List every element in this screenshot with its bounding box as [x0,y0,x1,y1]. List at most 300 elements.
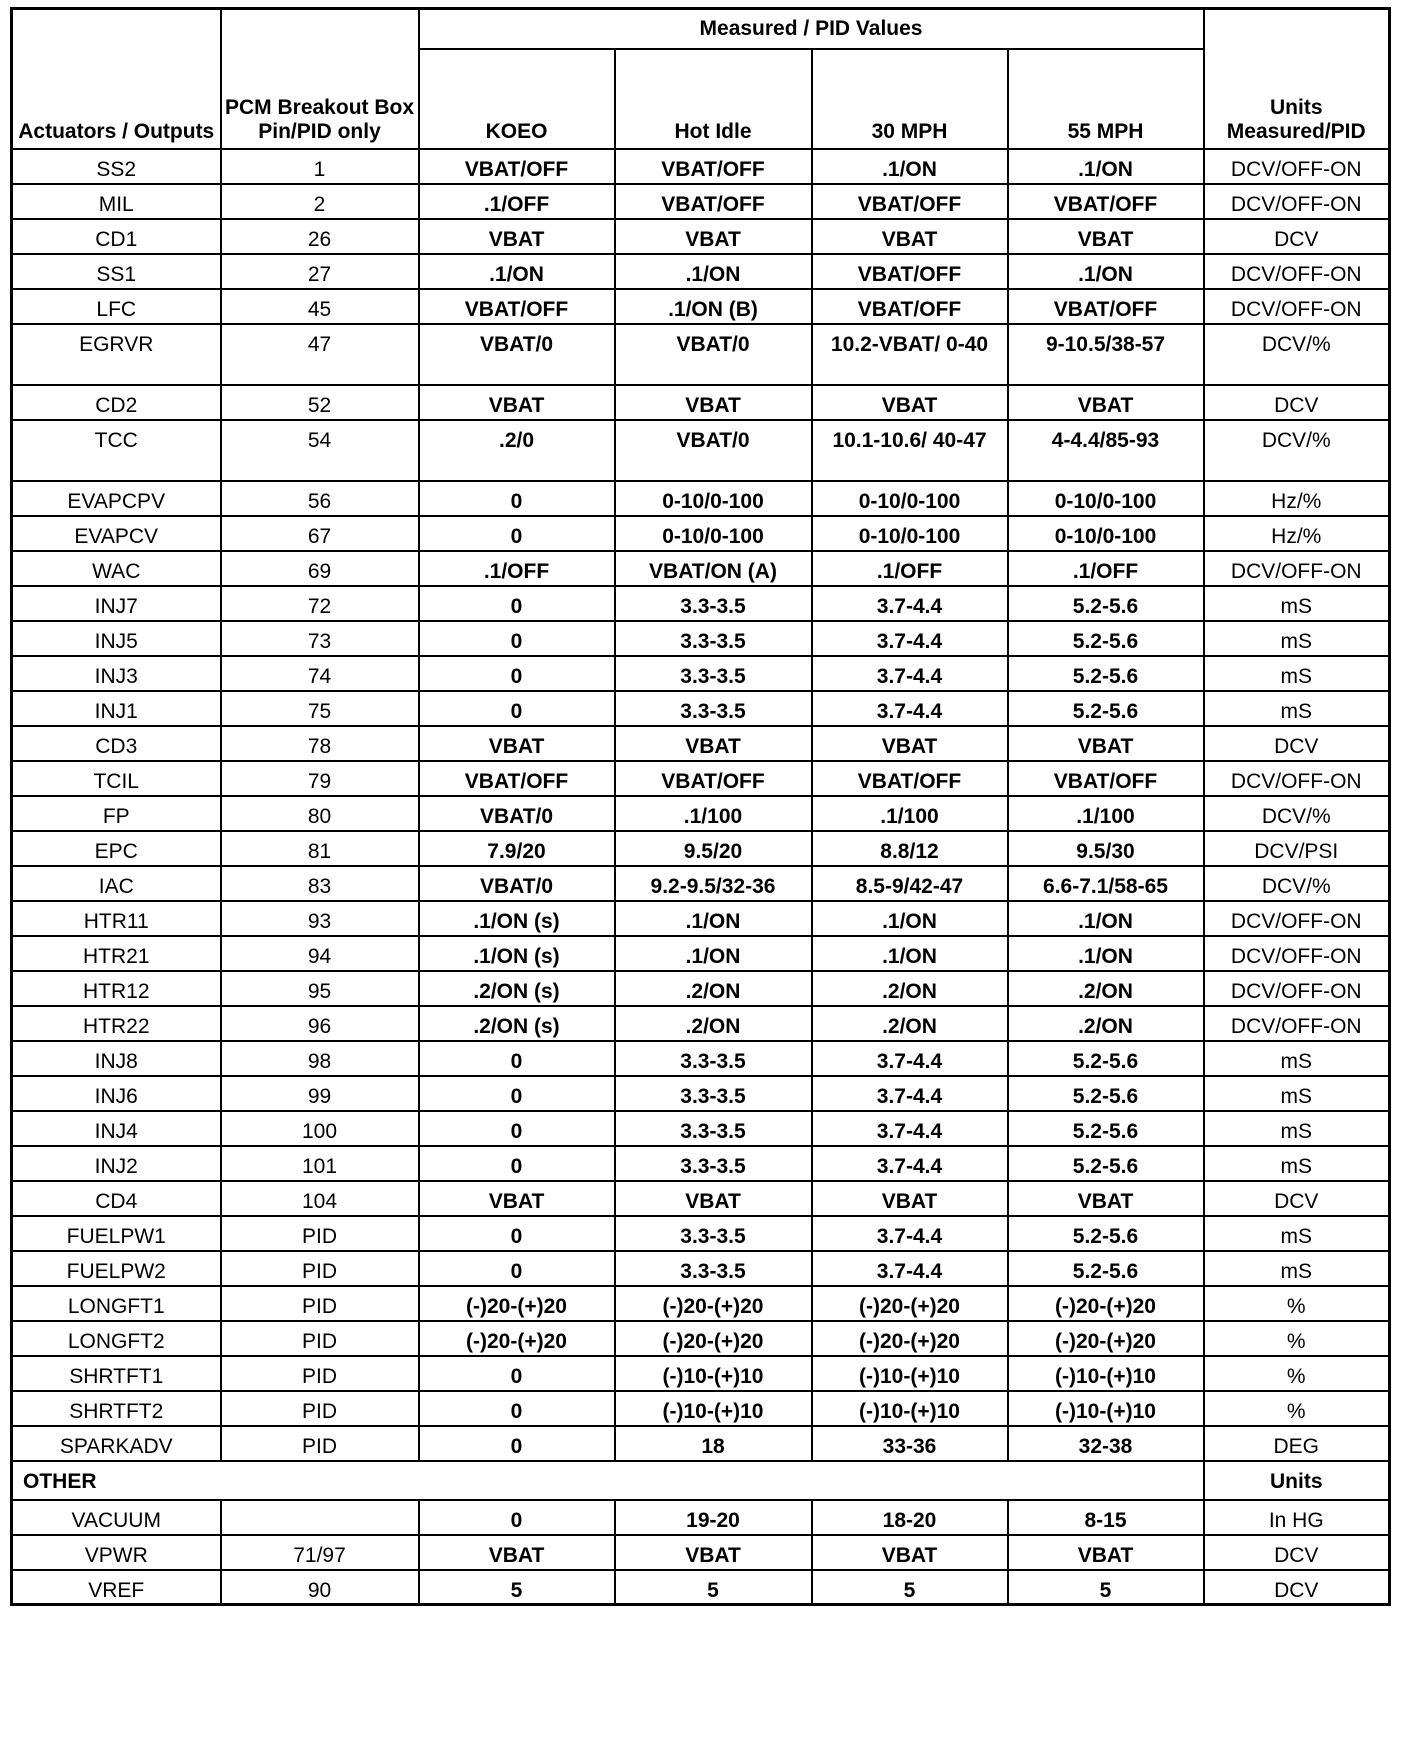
pin-cell: PID [221,1286,419,1321]
mph55-value: 5.2-5.6 [1008,1251,1204,1286]
pin-cell: 67 [221,516,419,551]
mph55-value: (-)10-(+)10 [1008,1391,1204,1426]
units-value: DCV/OFF-ON [1204,901,1390,936]
hot-idle-value: 18 [615,1426,812,1461]
table-row [12,586,1390,621]
actuator-name: CD3 [12,726,221,761]
units-value: DCV/OFF-ON [1204,936,1390,971]
mph30-value: 8.5-9/42-47 [812,866,1008,901]
table-row [12,656,1390,691]
koeo-value: VBAT/0 [419,796,615,831]
mph55-value: 0-10/0-100 [1008,481,1204,516]
units-value: Hz/% [1204,481,1390,516]
hot-idle-value: 3.3-3.5 [615,1251,812,1286]
mph30-value: 3.7-4.4 [812,1216,1008,1251]
actuator-name: FUELPW2 [12,1251,221,1286]
mph30-value: 3.7-4.4 [812,621,1008,656]
mph30-value: 3.7-4.4 [812,691,1008,726]
mph55-value: .1/100 [1008,796,1204,831]
header-55-mph: 55 MPH [1008,49,1204,149]
units-value: DCV [1204,1535,1390,1570]
units-value: DCV/OFF-ON [1204,149,1390,184]
mph30-value: VBAT [812,726,1008,761]
pin-cell: 101 [221,1146,419,1181]
koeo-value: 0 [419,1391,615,1426]
units-value: mS [1204,691,1390,726]
table-row [12,1146,1390,1181]
table-row [12,1076,1390,1111]
pin-cell: PID [221,1216,419,1251]
pin-cell: 74 [221,656,419,691]
actuator-name: INJ4 [12,1111,221,1146]
koeo-value: .1/OFF [419,551,615,586]
hot-idle-value: VBAT [615,385,812,420]
mph30-value: VBAT [812,385,1008,420]
mph55-value: .2/ON [1008,1006,1204,1041]
pin-cell: 80 [221,796,419,831]
table-row [12,761,1390,796]
pin-cell: 75 [221,691,419,726]
actuator-name: INJ3 [12,656,221,691]
units-value: DCV [1204,385,1390,420]
koeo-value: (-)20-(+)20 [419,1286,615,1321]
mph55-value: VBAT [1008,385,1204,420]
mph30-value: 33-36 [812,1426,1008,1461]
mph30-value: .1/100 [812,796,1008,831]
koeo-value: 0 [419,481,615,516]
koeo-value: VBAT/0 [419,324,615,385]
table-row [12,385,1390,420]
header-measured-pid-values: Measured / PID Values [419,9,1204,49]
mph30-value: VBAT/OFF [812,761,1008,796]
mph55-value: 5.2-5.6 [1008,1216,1204,1251]
units-value: mS [1204,1146,1390,1181]
units-value: mS [1204,1251,1390,1286]
units-value: mS [1204,1076,1390,1111]
mph55-value: (-)20-(+)20 [1008,1286,1204,1321]
mph30-value: (-)20-(+)20 [812,1321,1008,1356]
units-value: Hz/% [1204,516,1390,551]
units-value: mS [1204,656,1390,691]
actuator-name: EPC [12,831,221,866]
actuator-name: INJ7 [12,586,221,621]
units-value: DCV/PSI [1204,831,1390,866]
actuator-name: LONGFT2 [12,1321,221,1356]
actuator-name: VPWR [12,1535,221,1570]
mph55-value: 32-38 [1008,1426,1204,1461]
pin-cell: 26 [221,219,419,254]
mph55-value: 5.2-5.6 [1008,691,1204,726]
header-hot-idle: Hot Idle [615,49,812,149]
units-value: DCV/OFF-ON [1204,1006,1390,1041]
hot-idle-value: 3.3-3.5 [615,1111,812,1146]
pin-cell: 94 [221,936,419,971]
pin-cell: PID [221,1321,419,1356]
hot-idle-value: 19-20 [615,1500,812,1535]
pin-cell: PID [221,1251,419,1286]
hot-idle-value: VBAT/0 [615,324,812,385]
table-row [12,796,1390,831]
mph55-value: 5.2-5.6 [1008,586,1204,621]
pin-cell: 73 [221,621,419,656]
mph30-value: .1/ON [812,936,1008,971]
mph55-value: 5.2-5.6 [1008,1111,1204,1146]
koeo-value: 0 [419,1076,615,1111]
koeo-value: VBAT [419,1535,615,1570]
hot-idle-value: (-)10-(+)10 [615,1356,812,1391]
table-row [12,901,1390,936]
mph30-value: VBAT/OFF [812,184,1008,219]
units-value: % [1204,1321,1390,1356]
units-value: mS [1204,621,1390,656]
hot-idle-value: 3.3-3.5 [615,691,812,726]
mph30-value: 3.7-4.4 [812,1251,1008,1286]
units-value: mS [1204,1111,1390,1146]
koeo-value: VBAT/OFF [419,761,615,796]
mph30-value: 10.1-10.6/ 40-47 [812,420,1008,481]
other-units-header: Units [1204,1461,1390,1500]
koeo-value: 0 [419,516,615,551]
actuator-name: HTR21 [12,936,221,971]
mph55-value: 5.2-5.6 [1008,1146,1204,1181]
actuator-name: HTR11 [12,901,221,936]
units-value: DCV [1204,1181,1390,1216]
mph55-value: 5.2-5.6 [1008,1041,1204,1076]
table-row [12,1321,1390,1356]
hot-idle-value: (-)20-(+)20 [615,1321,812,1356]
mph30-value: 0-10/0-100 [812,516,1008,551]
units-value: % [1204,1286,1390,1321]
koeo-value: 0 [419,691,615,726]
table-header [12,9,1390,149]
pin-cell: 1 [221,149,419,184]
mph55-value: VBAT [1008,726,1204,761]
units-value: DCV [1204,219,1390,254]
mph30-value: VBAT/OFF [812,254,1008,289]
koeo-value: 0 [419,1500,615,1535]
header-actuators: Actuators / Outputs [12,9,221,149]
mph55-value: 5.2-5.6 [1008,656,1204,691]
hot-idle-value: 3.3-3.5 [615,1041,812,1076]
hot-idle-value: 3.3-3.5 [615,1076,812,1111]
mph55-value: 5.2-5.6 [1008,1076,1204,1111]
hot-idle-value: 5 [615,1570,812,1605]
pin-cell: 52 [221,385,419,420]
actuator-name: EGRVR [12,324,221,385]
table-row [12,1570,1390,1605]
mph30-value: (-)10-(+)10 [812,1391,1008,1426]
table-row [12,254,1390,289]
table-row [12,936,1390,971]
actuator-name: VREF [12,1570,221,1605]
table-row [12,1500,1390,1535]
units-value: DCV/% [1204,796,1390,831]
actuator-name: FUELPW1 [12,1216,221,1251]
mph30-value: .1/ON [812,901,1008,936]
mph30-value: 10.2-VBAT/ 0-40 [812,324,1008,385]
units-value: DCV [1204,726,1390,761]
hot-idle-value: .2/ON [615,971,812,1006]
actuator-name: TCC [12,420,221,481]
table-row [12,691,1390,726]
mph30-value: VBAT [812,1181,1008,1216]
koeo-value: 0 [419,1251,615,1286]
mph55-value: VBAT/OFF [1008,761,1204,796]
mph55-value: 0-10/0-100 [1008,516,1204,551]
mph30-value: 3.7-4.4 [812,1076,1008,1111]
mph55-value: VBAT/OFF [1008,289,1204,324]
actuator-name: CD1 [12,219,221,254]
table-row [12,551,1390,586]
hot-idle-value: .1/ON [615,254,812,289]
mph55-value: VBAT [1008,1181,1204,1216]
mph55-value: VBAT [1008,1535,1204,1570]
units-value: DCV/OFF-ON [1204,184,1390,219]
koeo-value: VBAT/0 [419,866,615,901]
units-value: DCV/OFF-ON [1204,289,1390,324]
units-value: DCV/OFF-ON [1204,254,1390,289]
pin-cell: 83 [221,866,419,901]
mph55-value: 6.6-7.1/58-65 [1008,866,1204,901]
table-body [12,149,1390,1461]
table-row [12,516,1390,551]
koeo-value: 0 [419,1356,615,1391]
table-row [12,971,1390,1006]
pin-cell: 78 [221,726,419,761]
mph30-value: 3.7-4.4 [812,1041,1008,1076]
other-rows [12,1500,1390,1605]
table-row [12,621,1390,656]
other-section [12,1461,1390,1500]
table-row [12,831,1390,866]
table-row [12,1251,1390,1286]
hot-idle-value: (-)20-(+)20 [615,1286,812,1321]
actuator-name: INJ2 [12,1146,221,1181]
actuator-name: CD2 [12,385,221,420]
table-row [12,1286,1390,1321]
actuator-name: HTR12 [12,971,221,1006]
pin-cell: 96 [221,1006,419,1041]
hot-idle-value: VBAT [615,1535,812,1570]
mph55-value: .1/ON [1008,901,1204,936]
koeo-value: 0 [419,586,615,621]
pin-cell: 99 [221,1076,419,1111]
actuator-name: EVAPCPV [12,481,221,516]
units-value: DCV/% [1204,420,1390,481]
mph55-value: (-)10-(+)10 [1008,1356,1204,1391]
table-row [12,1216,1390,1251]
koeo-value: VBAT [419,726,615,761]
actuator-name: SS2 [12,149,221,184]
mph55-value: .1/ON [1008,149,1204,184]
hot-idle-value: .1/ON [615,901,812,936]
header-units: Units Measured/PID [1204,9,1390,149]
koeo-value: 0 [419,656,615,691]
pin-cell: 56 [221,481,419,516]
pin-cell: 69 [221,551,419,586]
hot-idle-value: 0-10/0-100 [615,516,812,551]
units-value: DCV/OFF-ON [1204,761,1390,796]
pin-cell: 104 [221,1181,419,1216]
units-value: DCV/OFF-ON [1204,971,1390,1006]
mph30-value: 3.7-4.4 [812,1111,1008,1146]
actuator-name: VACUUM [12,1500,221,1535]
units-value: In HG [1204,1500,1390,1535]
actuator-name: SHRTFT2 [12,1391,221,1426]
table-row [12,1426,1390,1461]
mph55-value: 5.2-5.6 [1008,621,1204,656]
hot-idle-value: VBAT/OFF [615,184,812,219]
table-row [12,219,1390,254]
actuator-name: INJ5 [12,621,221,656]
koeo-value: 5 [419,1570,615,1605]
table-row [12,866,1390,901]
table-row [12,324,1390,385]
hot-idle-value: VBAT/OFF [615,761,812,796]
table-row [12,726,1390,761]
units-value: DCV/% [1204,866,1390,901]
koeo-value: 0 [419,1426,615,1461]
mph30-value: 3.7-4.4 [812,586,1008,621]
units-value: DCV [1204,1570,1390,1605]
actuator-name: EVAPCV [12,516,221,551]
other-section-title: OTHER [12,1461,1204,1500]
koeo-value: VBAT [419,1181,615,1216]
actuator-name: SS1 [12,254,221,289]
koeo-value: VBAT [419,385,615,420]
mph55-value: .1/ON [1008,936,1204,971]
mph30-value: 18-20 [812,1500,1008,1535]
mph30-value: 0-10/0-100 [812,481,1008,516]
table-row [12,1535,1390,1570]
mph30-value: .2/ON [812,1006,1008,1041]
pin-cell: 79 [221,761,419,796]
pin-cell: 47 [221,324,419,385]
koeo-value: .1/ON (s) [419,901,615,936]
mph30-value: 5 [812,1570,1008,1605]
table-row [12,1041,1390,1076]
koeo-value: .2/0 [419,420,615,481]
koeo-value: (-)20-(+)20 [419,1321,615,1356]
hot-idle-value: 3.3-3.5 [615,1216,812,1251]
mph55-value: 9.5/30 [1008,831,1204,866]
koeo-value: 0 [419,1111,615,1146]
table-row [12,184,1390,219]
table-row [12,1181,1390,1216]
actuator-name: INJ1 [12,691,221,726]
actuator-name: TCIL [12,761,221,796]
pin-cell: 98 [221,1041,419,1076]
pin-cell: 54 [221,420,419,481]
koeo-value: 0 [419,621,615,656]
mph55-value: .1/OFF [1008,551,1204,586]
actuator-name: CD4 [12,1181,221,1216]
actuator-name: IAC [12,866,221,901]
actuator-name: WAC [12,551,221,586]
koeo-value: .1/ON [419,254,615,289]
mph30-value: (-)10-(+)10 [812,1356,1008,1391]
actuator-name: INJ6 [12,1076,221,1111]
table-row [12,1006,1390,1041]
pin-cell [221,1500,419,1535]
units-value: % [1204,1391,1390,1426]
hot-idle-value: 3.3-3.5 [615,621,812,656]
pin-cell: PID [221,1391,419,1426]
hot-idle-value: VBAT [615,726,812,761]
units-value: DEG [1204,1426,1390,1461]
hot-idle-value: 9.2-9.5/32-36 [615,866,812,901]
table-row [12,420,1390,481]
mph55-value: .2/ON [1008,971,1204,1006]
pin-cell: 71/97 [221,1535,419,1570]
pid-values-table [10,7,1391,1606]
koeo-value: 0 [419,1216,615,1251]
hot-idle-value: .2/ON [615,1006,812,1041]
hot-idle-value: 3.3-3.5 [615,1146,812,1181]
koeo-value: VBAT/OFF [419,289,615,324]
mph30-value: VBAT/OFF [812,289,1008,324]
mph30-value: .1/ON [812,149,1008,184]
pin-cell: 45 [221,289,419,324]
actuator-name: HTR22 [12,1006,221,1041]
koeo-value: .2/ON (s) [419,971,615,1006]
units-value: mS [1204,1216,1390,1251]
pin-cell: 81 [221,831,419,866]
mph55-value: 9-10.5/38-57 [1008,324,1204,385]
mph55-value: 8-15 [1008,1500,1204,1535]
mph55-value: 5 [1008,1570,1204,1605]
mph55-value: .1/ON [1008,254,1204,289]
table-row [12,289,1390,324]
hot-idle-value: (-)10-(+)10 [615,1391,812,1426]
table-row [12,1391,1390,1426]
table-row [12,1356,1390,1391]
mph30-value: 8.8/12 [812,831,1008,866]
pin-cell: PID [221,1426,419,1461]
pin-cell: 27 [221,254,419,289]
actuator-name: FP [12,796,221,831]
koeo-value: 0 [419,1041,615,1076]
hot-idle-value: VBAT/ON (A) [615,551,812,586]
mph30-value: VBAT [812,1535,1008,1570]
hot-idle-value: VBAT [615,219,812,254]
actuator-name: INJ8 [12,1041,221,1076]
mph30-value: (-)20-(+)20 [812,1286,1008,1321]
hot-idle-value: .1/ON (B) [615,289,812,324]
koeo-value: .2/ON (s) [419,1006,615,1041]
koeo-value: 7.9/20 [419,831,615,866]
hot-idle-value: .1/ON [615,936,812,971]
mph30-value: 3.7-4.4 [812,1146,1008,1181]
table-row [12,1111,1390,1146]
table-row [12,149,1390,184]
mph55-value: (-)20-(+)20 [1008,1321,1204,1356]
koeo-value: .1/OFF [419,184,615,219]
actuator-name: SHRTFT1 [12,1356,221,1391]
units-value: mS [1204,586,1390,621]
units-value: DCV/OFF-ON [1204,551,1390,586]
hot-idle-value: .1/100 [615,796,812,831]
units-value: % [1204,1356,1390,1391]
pin-cell: 100 [221,1111,419,1146]
pin-cell: 90 [221,1570,419,1605]
actuator-name: SPARKADV [12,1426,221,1461]
mph30-value: 3.7-4.4 [812,656,1008,691]
mph55-value: VBAT [1008,219,1204,254]
hot-idle-value: VBAT/OFF [615,149,812,184]
pin-cell: 93 [221,901,419,936]
pin-cell: PID [221,1356,419,1391]
